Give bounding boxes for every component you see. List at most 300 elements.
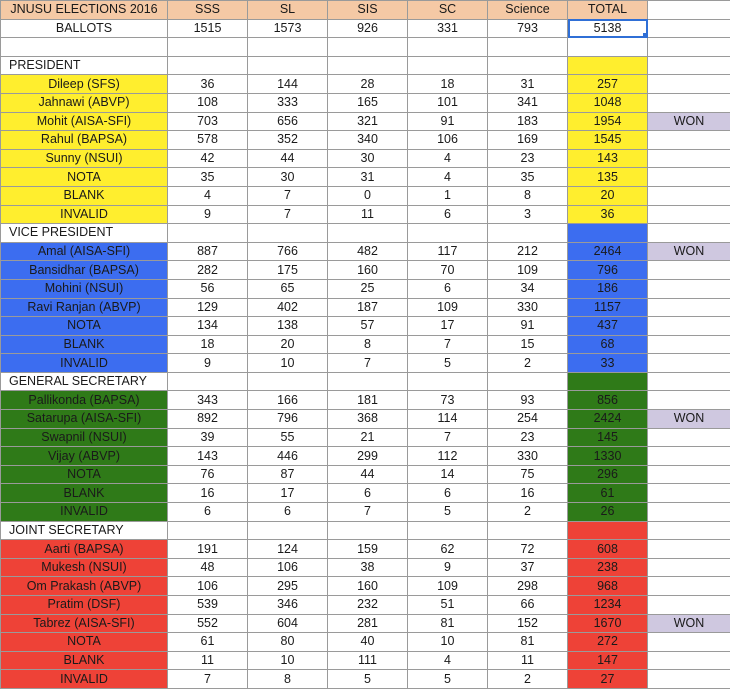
vote-cell[interactable]: 36 [168, 75, 248, 94]
vote-cell[interactable]: 15 [488, 335, 568, 354]
vote-cell[interactable]: 81 [488, 633, 568, 652]
ballots-cell[interactable]: 1515 [168, 19, 248, 38]
vote-cell[interactable]: 346 [248, 596, 328, 615]
vote-cell[interactable]: 57 [328, 317, 408, 336]
candidate-name[interactable]: NOTA [1, 168, 168, 187]
ballots-label[interactable]: BALLOTS [1, 19, 168, 38]
vote-cell[interactable]: 51 [408, 596, 488, 615]
vote-cell[interactable]: 109 [408, 298, 488, 317]
empty-cell[interactable] [648, 335, 730, 354]
sheet-title[interactable]: JNUSU ELECTIONS 2016 [1, 1, 168, 20]
vote-cell[interactable]: 37 [488, 558, 568, 577]
vote-cell[interactable]: 11 [168, 651, 248, 670]
empty-cell[interactable] [168, 521, 248, 540]
total-cell[interactable]: 20 [568, 186, 648, 205]
empty-cell[interactable] [648, 186, 730, 205]
vote-cell[interactable]: 4 [408, 168, 488, 187]
empty-cell[interactable] [168, 56, 248, 75]
vote-cell[interactable]: 124 [248, 540, 328, 559]
vote-cell[interactable]: 152 [488, 614, 568, 633]
vote-cell[interactable]: 9 [408, 558, 488, 577]
empty-cell[interactable] [408, 56, 488, 75]
vote-cell[interactable]: 23 [488, 428, 568, 447]
vote-cell[interactable]: 539 [168, 596, 248, 615]
empty-cell[interactable] [648, 38, 730, 57]
vote-cell[interactable]: 17 [408, 317, 488, 336]
vote-cell[interactable]: 343 [168, 391, 248, 410]
vote-cell[interactable]: 31 [328, 168, 408, 187]
vote-cell[interactable]: 38 [328, 558, 408, 577]
candidate-name[interactable]: Jahnawi (ABVP) [1, 93, 168, 112]
vote-cell[interactable]: 7 [408, 428, 488, 447]
vote-cell[interactable]: 117 [408, 242, 488, 261]
empty-cell[interactable] [648, 596, 730, 615]
candidate-row [1, 651, 730, 670]
vote-cell[interactable]: 282 [168, 261, 248, 280]
total-cell[interactable]: 135 [568, 168, 648, 187]
vote-cell[interactable]: 76 [168, 465, 248, 484]
total-cell[interactable]: 796 [568, 261, 648, 280]
vote-cell[interactable]: 191 [168, 540, 248, 559]
candidate-name[interactable]: INVALID [1, 205, 168, 224]
total-cell[interactable]: 143 [568, 149, 648, 168]
vote-cell[interactable]: 298 [488, 577, 568, 596]
empty-cell[interactable] [648, 484, 730, 503]
candidate-name[interactable]: Mohini (NSUI) [1, 279, 168, 298]
candidate-name[interactable]: INVALID [1, 503, 168, 522]
empty-cell[interactable] [328, 56, 408, 75]
vote-cell[interactable]: 8 [328, 335, 408, 354]
total-cell[interactable]: 1545 [568, 131, 648, 150]
empty-cell[interactable] [168, 38, 248, 57]
vote-cell[interactable]: 21 [328, 428, 408, 447]
empty-cell[interactable] [648, 224, 730, 243]
vote-cell[interactable]: 11 [488, 651, 568, 670]
candidate-name[interactable]: BLANK [1, 335, 168, 354]
ballots-cell[interactable]: 331 [408, 19, 488, 38]
empty-cell[interactable] [648, 1, 730, 20]
vote-cell[interactable]: 6 [168, 503, 248, 522]
empty-cell[interactable] [568, 224, 648, 243]
ballots-total-cell[interactable]: 5138 [568, 19, 648, 38]
empty-cell[interactable] [408, 372, 488, 391]
empty-cell[interactable] [648, 354, 730, 373]
vote-cell[interactable]: 114 [408, 410, 488, 429]
empty-cell[interactable] [648, 19, 730, 38]
total-cell[interactable]: 61 [568, 484, 648, 503]
empty-cell[interactable] [648, 465, 730, 484]
empty-cell[interactable] [248, 224, 328, 243]
candidate-name[interactable]: Om Prakash (ABVP) [1, 577, 168, 596]
total-cell[interactable]: 36 [568, 205, 648, 224]
candidate-name[interactable]: Mohit (AISA-SFI) [1, 112, 168, 131]
vote-cell[interactable]: 109 [488, 261, 568, 280]
empty-cell[interactable] [648, 651, 730, 670]
vote-cell[interactable]: 112 [408, 447, 488, 466]
vote-cell[interactable]: 30 [248, 168, 328, 187]
vote-cell[interactable]: 14 [408, 465, 488, 484]
vote-cell[interactable]: 106 [408, 131, 488, 150]
vote-cell[interactable]: 61 [168, 633, 248, 652]
empty-cell[interactable] [168, 372, 248, 391]
won-badge[interactable]: WON [648, 242, 730, 261]
empty-cell[interactable] [1, 38, 168, 57]
vote-cell[interactable]: 165 [328, 93, 408, 112]
vote-cell[interactable]: 91 [488, 317, 568, 336]
vote-cell[interactable]: 91 [408, 112, 488, 131]
vote-cell[interactable]: 6 [408, 205, 488, 224]
vote-cell[interactable]: 656 [248, 112, 328, 131]
empty-cell[interactable] [328, 38, 408, 57]
total-cell[interactable]: 257 [568, 75, 648, 94]
vote-cell[interactable]: 295 [248, 577, 328, 596]
empty-cell[interactable] [248, 38, 328, 57]
vote-cell[interactable]: 35 [168, 168, 248, 187]
total-cell[interactable]: 1048 [568, 93, 648, 112]
empty-cell[interactable] [488, 521, 568, 540]
vote-cell[interactable]: 143 [168, 447, 248, 466]
vote-cell[interactable]: 7 [248, 186, 328, 205]
vote-cell[interactable]: 111 [328, 651, 408, 670]
candidate-name[interactable]: Tabrez (AISA-SFI) [1, 614, 168, 633]
empty-cell[interactable] [648, 372, 730, 391]
empty-cell[interactable] [648, 558, 730, 577]
vote-cell[interactable]: 129 [168, 298, 248, 317]
vote-cell[interactable]: 183 [488, 112, 568, 131]
empty-cell[interactable] [648, 205, 730, 224]
vote-cell[interactable]: 333 [248, 93, 328, 112]
vote-cell[interactable]: 80 [248, 633, 328, 652]
vote-cell[interactable]: 44 [248, 149, 328, 168]
vote-cell[interactable]: 3 [488, 205, 568, 224]
vote-cell[interactable]: 66 [488, 596, 568, 615]
empty-cell[interactable] [488, 38, 568, 57]
vote-cell[interactable]: 144 [248, 75, 328, 94]
vote-cell[interactable]: 5 [408, 670, 488, 689]
vote-cell[interactable]: 75 [488, 465, 568, 484]
vote-cell[interactable]: 159 [328, 540, 408, 559]
empty-cell[interactable] [648, 577, 730, 596]
vote-cell[interactable]: 106 [248, 558, 328, 577]
vote-cell[interactable]: 446 [248, 447, 328, 466]
candidate-name[interactable]: BLANK [1, 651, 168, 670]
ballots-cell[interactable]: 793 [488, 19, 568, 38]
candidate-name[interactable]: NOTA [1, 633, 168, 652]
vote-cell[interactable]: 20 [248, 335, 328, 354]
candidate-name[interactable]: NOTA [1, 465, 168, 484]
section-title[interactable]: VICE PRESIDENT [1, 224, 168, 243]
vote-cell[interactable]: 181 [328, 391, 408, 410]
total-cell[interactable]: 968 [568, 577, 648, 596]
vote-cell[interactable]: 5 [328, 670, 408, 689]
vote-cell[interactable]: 1 [408, 186, 488, 205]
vote-cell[interactable]: 299 [328, 447, 408, 466]
section-title[interactable]: GENERAL SECRETARY [1, 372, 168, 391]
vote-cell[interactable]: 7 [408, 335, 488, 354]
vote-cell[interactable]: 7 [328, 354, 408, 373]
empty-cell[interactable] [328, 521, 408, 540]
vote-cell[interactable]: 70 [408, 261, 488, 280]
empty-cell[interactable] [648, 503, 730, 522]
candidate-name[interactable]: INVALID [1, 670, 168, 689]
vote-cell[interactable]: 6 [328, 484, 408, 503]
candidate-name[interactable]: BLANK [1, 186, 168, 205]
ballots-cell[interactable]: 926 [328, 19, 408, 38]
empty-cell[interactable] [248, 521, 328, 540]
vote-cell[interactable]: 73 [408, 391, 488, 410]
vote-cell[interactable]: 81 [408, 614, 488, 633]
vote-cell[interactable]: 6 [408, 279, 488, 298]
vote-cell[interactable]: 341 [488, 93, 568, 112]
empty-cell[interactable] [648, 149, 730, 168]
vote-cell[interactable]: 10 [408, 633, 488, 652]
vote-cell[interactable]: 169 [488, 131, 568, 150]
empty-cell[interactable] [648, 317, 730, 336]
total-cell[interactable]: 27 [568, 670, 648, 689]
vote-cell[interactable]: 109 [408, 577, 488, 596]
candidate-name[interactable]: Rahul (BAPSA) [1, 131, 168, 150]
vote-cell[interactable]: 35 [488, 168, 568, 187]
candidate-row [1, 633, 730, 652]
vote-cell[interactable]: 44 [328, 465, 408, 484]
vote-cell[interactable]: 11 [328, 205, 408, 224]
empty-cell[interactable] [408, 521, 488, 540]
vote-cell[interactable]: 39 [168, 428, 248, 447]
vote-cell[interactable]: 134 [168, 317, 248, 336]
vote-cell[interactable]: 25 [328, 279, 408, 298]
vote-cell[interactable]: 56 [168, 279, 248, 298]
vote-cell[interactable]: 42 [168, 149, 248, 168]
vote-cell[interactable]: 0 [328, 186, 408, 205]
vote-cell[interactable]: 703 [168, 112, 248, 131]
empty-cell[interactable] [648, 93, 730, 112]
vote-cell[interactable]: 2 [488, 503, 568, 522]
vote-cell[interactable]: 93 [488, 391, 568, 410]
total-cell[interactable]: 33 [568, 354, 648, 373]
vote-cell[interactable]: 18 [168, 335, 248, 354]
vote-cell[interactable]: 101 [408, 93, 488, 112]
vote-cell[interactable]: 5 [408, 503, 488, 522]
total-cell[interactable]: 145 [568, 428, 648, 447]
empty-cell[interactable] [648, 540, 730, 559]
vote-cell[interactable]: 887 [168, 242, 248, 261]
empty-cell[interactable] [648, 261, 730, 280]
vote-cell[interactable]: 31 [488, 75, 568, 94]
vote-cell[interactable]: 8 [488, 186, 568, 205]
vote-cell[interactable]: 6 [408, 484, 488, 503]
vote-cell[interactable]: 175 [248, 261, 328, 280]
vote-cell[interactable]: 4 [168, 186, 248, 205]
vote-cell[interactable]: 796 [248, 410, 328, 429]
vote-cell[interactable]: 6 [248, 503, 328, 522]
vote-cell[interactable]: 5 [408, 354, 488, 373]
column-header-sc[interactable]: SC [408, 1, 488, 20]
empty-cell[interactable] [488, 56, 568, 75]
vote-cell[interactable]: 108 [168, 93, 248, 112]
total-cell[interactable]: 26 [568, 503, 648, 522]
vote-cell[interactable]: 166 [248, 391, 328, 410]
vote-cell[interactable]: 40 [328, 633, 408, 652]
vote-cell[interactable]: 212 [488, 242, 568, 261]
vote-cell[interactable]: 7 [168, 670, 248, 689]
total-cell[interactable]: 856 [568, 391, 648, 410]
total-cell[interactable]: 238 [568, 558, 648, 577]
empty-cell[interactable] [568, 38, 648, 57]
vote-cell[interactable]: 482 [328, 242, 408, 261]
vote-cell[interactable]: 10 [248, 354, 328, 373]
candidate-name[interactable]: Vijay (ABVP) [1, 447, 168, 466]
empty-cell[interactable] [648, 168, 730, 187]
vote-cell[interactable]: 340 [328, 131, 408, 150]
fill-handle[interactable] [643, 33, 648, 38]
column-header-sl[interactable]: SL [248, 1, 328, 20]
vote-cell[interactable]: 187 [328, 298, 408, 317]
column-header-sis[interactable]: SIS [328, 1, 408, 20]
empty-cell[interactable] [648, 56, 730, 75]
vote-cell[interactable]: 2 [488, 670, 568, 689]
candidate-name[interactable]: Aarti (BAPSA) [1, 540, 168, 559]
vote-cell[interactable]: 106 [168, 577, 248, 596]
vote-cell[interactable]: 281 [328, 614, 408, 633]
vote-cell[interactable]: 330 [488, 298, 568, 317]
empty-cell[interactable] [328, 224, 408, 243]
won-badge[interactable]: WON [648, 614, 730, 633]
empty-cell[interactable] [488, 372, 568, 391]
column-header-science[interactable]: Science [488, 1, 568, 20]
empty-cell[interactable] [648, 428, 730, 447]
vote-cell[interactable]: 8 [248, 670, 328, 689]
candidate-name[interactable]: Sunny (NSUI) [1, 149, 168, 168]
total-cell[interactable]: 272 [568, 633, 648, 652]
vote-cell[interactable]: 402 [248, 298, 328, 317]
vote-cell[interactable]: 28 [328, 75, 408, 94]
total-cell[interactable]: 186 [568, 279, 648, 298]
empty-cell[interactable] [648, 633, 730, 652]
section-title[interactable]: JOINT SECRETARY [1, 521, 168, 540]
candidate-name[interactable]: Bansidhar (BAPSA) [1, 261, 168, 280]
candidate-name[interactable]: Mukesh (NSUI) [1, 558, 168, 577]
empty-cell[interactable] [408, 38, 488, 57]
candidate-name[interactable]: Satarupa (AISA-SFI) [1, 410, 168, 429]
vote-cell[interactable]: 72 [488, 540, 568, 559]
empty-cell[interactable] [328, 372, 408, 391]
column-header-sss[interactable]: SSS [168, 1, 248, 20]
empty-cell[interactable] [248, 56, 328, 75]
empty-cell[interactable] [568, 372, 648, 391]
candidate-row [1, 596, 730, 615]
vote-cell[interactable]: 65 [248, 279, 328, 298]
empty-cell[interactable] [568, 56, 648, 75]
vote-cell[interactable]: 10 [248, 651, 328, 670]
total-cell[interactable]: 2424 [568, 410, 648, 429]
total-cell[interactable]: 437 [568, 317, 648, 336]
ballots-cell[interactable]: 1573 [248, 19, 328, 38]
vote-cell[interactable]: 766 [248, 242, 328, 261]
empty-cell[interactable] [248, 372, 328, 391]
total-cell[interactable]: 147 [568, 651, 648, 670]
column-header-total[interactable]: TOTAL [568, 1, 648, 20]
total-cell[interactable]: 1954 [568, 112, 648, 131]
empty-cell[interactable] [648, 391, 730, 410]
vote-cell[interactable]: 232 [328, 596, 408, 615]
empty-cell[interactable] [648, 298, 730, 317]
total-cell[interactable]: 296 [568, 465, 648, 484]
candidate-name[interactable]: NOTA [1, 317, 168, 336]
candidate-name[interactable]: Amal (AISA-SFI) [1, 242, 168, 261]
vote-cell[interactable]: 254 [488, 410, 568, 429]
vote-cell[interactable]: 87 [248, 465, 328, 484]
candidate-name[interactable]: Dileep (SFS) [1, 75, 168, 94]
vote-cell[interactable]: 4 [408, 651, 488, 670]
total-cell[interactable]: 2464 [568, 242, 648, 261]
vote-cell[interactable]: 30 [328, 149, 408, 168]
empty-cell[interactable] [648, 447, 730, 466]
empty-cell[interactable] [168, 224, 248, 243]
total-cell[interactable]: 1330 [568, 447, 648, 466]
candidate-name[interactable]: Pratim (DSF) [1, 596, 168, 615]
vote-cell[interactable]: 2 [488, 354, 568, 373]
won-badge[interactable]: WON [648, 410, 730, 429]
vote-cell[interactable]: 552 [168, 614, 248, 633]
vote-cell[interactable]: 368 [328, 410, 408, 429]
vote-cell[interactable]: 18 [408, 75, 488, 94]
vote-cell[interactable]: 7 [328, 503, 408, 522]
total-cell[interactable]: 608 [568, 540, 648, 559]
total-cell[interactable]: 68 [568, 335, 648, 354]
vote-cell[interactable]: 34 [488, 279, 568, 298]
vote-cell[interactable]: 48 [168, 558, 248, 577]
vote-cell[interactable]: 17 [248, 484, 328, 503]
vote-cell[interactable]: 578 [168, 131, 248, 150]
vote-cell[interactable]: 604 [248, 614, 328, 633]
vote-cell[interactable]: 4 [408, 149, 488, 168]
vote-cell[interactable]: 55 [248, 428, 328, 447]
empty-cell[interactable] [648, 131, 730, 150]
total-cell[interactable]: 1234 [568, 596, 648, 615]
section-title[interactable]: PRESIDENT [1, 56, 168, 75]
candidate-name[interactable]: Ravi Ranjan (ABVP) [1, 298, 168, 317]
empty-cell[interactable] [648, 279, 730, 298]
vote-cell[interactable]: 160 [328, 577, 408, 596]
vote-cell[interactable]: 62 [408, 540, 488, 559]
vote-cell[interactable]: 892 [168, 410, 248, 429]
empty-cell[interactable] [568, 521, 648, 540]
total-cell[interactable]: 1157 [568, 298, 648, 317]
total-cell[interactable]: 1670 [568, 614, 648, 633]
vote-cell[interactable]: 16 [488, 484, 568, 503]
won-badge[interactable]: WON [648, 112, 730, 131]
empty-cell[interactable] [648, 521, 730, 540]
candidate-name[interactable]: INVALID [1, 354, 168, 373]
vote-cell[interactable]: 7 [248, 205, 328, 224]
empty-cell[interactable] [648, 670, 730, 689]
vote-cell[interactable]: 352 [248, 131, 328, 150]
empty-cell[interactable] [488, 224, 568, 243]
candidate-name[interactable]: Pallikonda (BAPSA) [1, 391, 168, 410]
vote-cell[interactable]: 9 [168, 205, 248, 224]
vote-cell[interactable]: 330 [488, 447, 568, 466]
vote-cell[interactable]: 9 [168, 354, 248, 373]
empty-cell[interactable] [408, 224, 488, 243]
vote-cell[interactable]: 16 [168, 484, 248, 503]
vote-cell[interactable]: 321 [328, 112, 408, 131]
candidate-name[interactable]: Swapnil (NSUI) [1, 428, 168, 447]
vote-cell[interactable]: 138 [248, 317, 328, 336]
vote-cell[interactable]: 160 [328, 261, 408, 280]
vote-cell[interactable]: 23 [488, 149, 568, 168]
candidate-name[interactable]: BLANK [1, 484, 168, 503]
empty-cell[interactable] [648, 75, 730, 94]
